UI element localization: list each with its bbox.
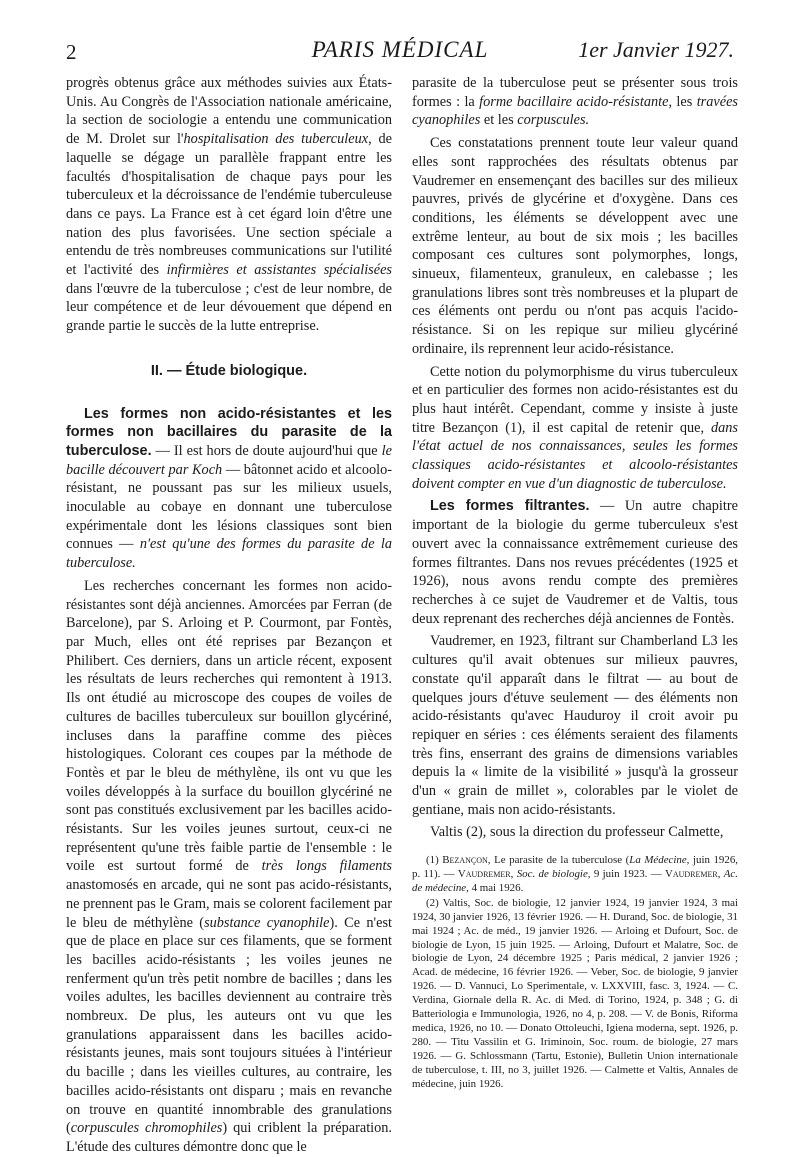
footnote-1: (1) Bezançon, Le parasite de la tuberculose (La Médecine, juin 1926, p. 11). — Vaudremer, Soc. de biologie, 9 juin 1923. — Vaudremer, Ac. de médecine, 4 mai 1926. — [412, 854, 738, 894]
issue-date: 1er Janvier 1927. — [578, 37, 734, 62]
paragraph-three-forms: parasite de la tuberculose peut se présenter sous trois formes : la forme bacillaire acido-résistante, les travées cyanophiles et les corpuscules. — [412, 75, 738, 129]
paragraph-research-history: Les recherches concernant les formes non acido-résistantes sont déjà anciennes. Amorcées par Ferran (de Barcelone), par S. Arloing et P. Courmont, par Fontès, par Much, elles ont été reprises par Bezançon et Philibert. Ces derniers, dans un article récent, exposent les résultats de leurs recherches qui remontent à 1913. Ils ont étudié au microscope des coupes de voiles de cultures de bacilles tuberculeux sur bouillon glycériné, incluses dans la paraffine comme des pièces histologiques. Colorant ces coupes par la méthode de Fontès et par le bleu de méthylène, ils ont vu que les voiles développés à la surface du bouillon glycériné ne sont pas constitués exclusivement par les bacilles acido-résistants. Sur les voiles jeunes surtout, ceux-ci ne représentent qu'une très faible partie de l'ensemble : le voile est surtout formé de très longs filaments anastomosés en arcade, qui ne sont pas acido-résistants, ne prennent pas le Gram, mais se colorent facilement par le bleu de méthylène (substance cyanophile). Ce n'est que de place en place sur ces filaments, que se forment les bacilles acido-résistants ; les voiles jeunes ne renferment qu'un très petit nombre de bacilles ; dans les voiles adultes, les bacilles deviennent au contraire très nombreux. De plus, les auteurs ont vu que les granulations apparaissent dans les bacilles acido-résistants jeunes, mais sont toujours situées à l'intérieur du bacille ; dans les vieilles cultures, au contraire, les bacilles acido-résistants ont disparu ; mais en revanche on trouve en quantité innombrable des granulations (corpuscules chromophiles) qui criblent la préparation. L'étude des cultures démontre donc que le — [66, 577, 393, 1155]
left-column — [66, 74, 392, 1157]
journal-title: PARIS MÉDICAL — [311, 37, 489, 62]
run-in-heading: Les formes filtrantes. — [430, 498, 590, 515]
paragraph-polymorphism: Cette notion du polymorphisme du virus tuberculeux et en particulier des formes non acido-résistantes est du plus haut intérêt. Cependant, comme y insiste à juste titre Bezançon (1), il est capital de retenir que, dans l'état actuel de nos connaissances, seules les formes classiques acido-résistantes et alcoolo-résistantes doivent compter en vue d'un diagnostic de tuberculose. — [412, 363, 738, 492]
run-in-heading: Les formes non acido-résistantes et les formes non bacillaires du parasite de la tuberculose. — [66, 405, 392, 459]
paragraph-vaudremer-1923: Vaudremer, en 1923, filtrant sur Chamberland L3 les cultures qu'il avait obtenues sur milieux pauvres, constate qu'il apparaît dans le filtrat — au bout de quelques jours d'étuve seulement — des éléments non acido-résistants qu'avec Hauduroy il croit avoir pu repiquer en séries : ces éléments seraient des filaments très fins, enserrant des grains de dimensions variables depuis la « limite de la visibilité » jusqu'à la grosseur d'un « grain de millet », colorables par le violet de gentiane, mais non acido-résistants. — [412, 633, 738, 818]
paragraph-vaudremer-findings: Ces constatations prennent toute leur valeur quand elles sont rapprochées des résultats obtenus par Vaudremer en ensemençant des bacilles sur des milieux pauvres, privés de glycérine et d'oxygène. Dans ces conditions, les éléments se développent avec une extrême lenteur, au bout de six mois ; les bacilles composant ces cultures sont polymorphes, longs, sinueux, filamenteux, granuleux, en calebasse ; les granulations libres sont très nombreuses et la plupart de ces éléments ont perdu ou n'ont pas acquis l'acido-résistance. Si on les repique sur milieu glycériné ordinaire, ils reprennent leur acido-résistance. — [412, 135, 738, 357]
paragraph-intro-continuation: progrès obtenus grâce aux méthodes suivies aux États-Unis. Au Congrès de l'Association nationale américaine, la section de sociologie a entendu une communication de M. Drolet sur l'hospitalisation des tuberculeux, de laquelle se dégage un parallèle frappant entre les facultés d'hospitalisation de chaque pays pour les tuberculeux et la décroissance de l'endémie tuberculeuse dans ce pays. La France est à cet égard loin d'être une nation des plus favorisées. Une section spéciale a entendu de très nombreuses communications sur l'utilité et l'activité des infirmières et assistantes spécialisées dans l'œuvre de la tuberculose ; c'est de leur nombre, de leur compétence et de leur dévouement que dépend en grande partie le succès de la lutte entreprise. — [66, 75, 392, 335]
footnote-2: (2) Valtis, Soc. de biologie, 12 janvier 1924, 19 janvier 1924, 3 mai 1924, 30 janvier 1926, 13 février 1926. — H. Durand, Soc. de biologie, 31 mai 1924 ; Ac. de méd., 19 janvier 1926. — Arloing et Dufourt, Soc. de biologie de Lyon, 15 juin 1925. — Arloing, Dufourt et Malatre, Soc. de biologie de Lyon, 24 décembre 1925 ; Paris médical, 2 janvier 1926 ; Acad. de médecine, 16 février 1926. — Veber, Soc. de biologie, 9 janvier 1926. — D. Vannuci, Lo Sperimentale, v. LXXVIII, fasc. 3, 1924. — C. Verdina, Giornale della R. Ac. di Med. di Torino, 1924, p. 348 ; G. di Batteriologia e Immunologia, 1926, no 4, p. 208. — V. de Bonis, Riforma medica, 1926, no 10. — Donato Ottoleuchi, Igiena moderna, sept. 1926, p. 280. — Titu Vassilin et G. Iriminoin, Soc. roum. de biologie, 27 mars 1926. — G. Schlossmann (Tartu, Estonie), Bulletin Union internationale de tuberculose, t. III, no 3, juillet 1926. — Calmette et Valtis, Annales de médecine, juin 1926. — [412, 896, 738, 1090]
right-column — [412, 74, 738, 1093]
section-heading: II. — Étude biologique. — [150, 362, 308, 379]
paragraph-non-acid-fast-forms: Les formes non acido-résistantes et les formes non bacillaires du parasite de la tuberculose. — Il est hors de doute aujourd'hui que le bacille découvert par Koch — bâtonnet acido et alcoolo-résistant, ne poussant pas sur les milieux usuels, inoculable au cobaye en donnant une tuberculose expérimentale dont les lésions classiques sont bien connues — n'est qu'une des formes du parasite de la tuberculose. — [66, 405, 393, 572]
footnotes — [412, 854, 738, 1091]
paragraph-filtrable-forms: Les formes filtrantes. — Un autre chapitre important de la biologie du germe tuberculeux s'est ouvert avec la connaissance extrêmement curieuse des formes filtrantes. Dans nos revues précédentes (1925 et 1926), nous avons rendu compte des premières recherches à ce sujet de Vaudremer et de Valtis, tous deux reprenant des recherches déjà anciennes de Fontès. — [412, 498, 738, 627]
page-number: 2 — [66, 40, 77, 64]
page-header — [66, 36, 734, 70]
paragraph-valtis: Valtis (2), sous la direction du professeur Calmette, — [430, 824, 724, 841]
